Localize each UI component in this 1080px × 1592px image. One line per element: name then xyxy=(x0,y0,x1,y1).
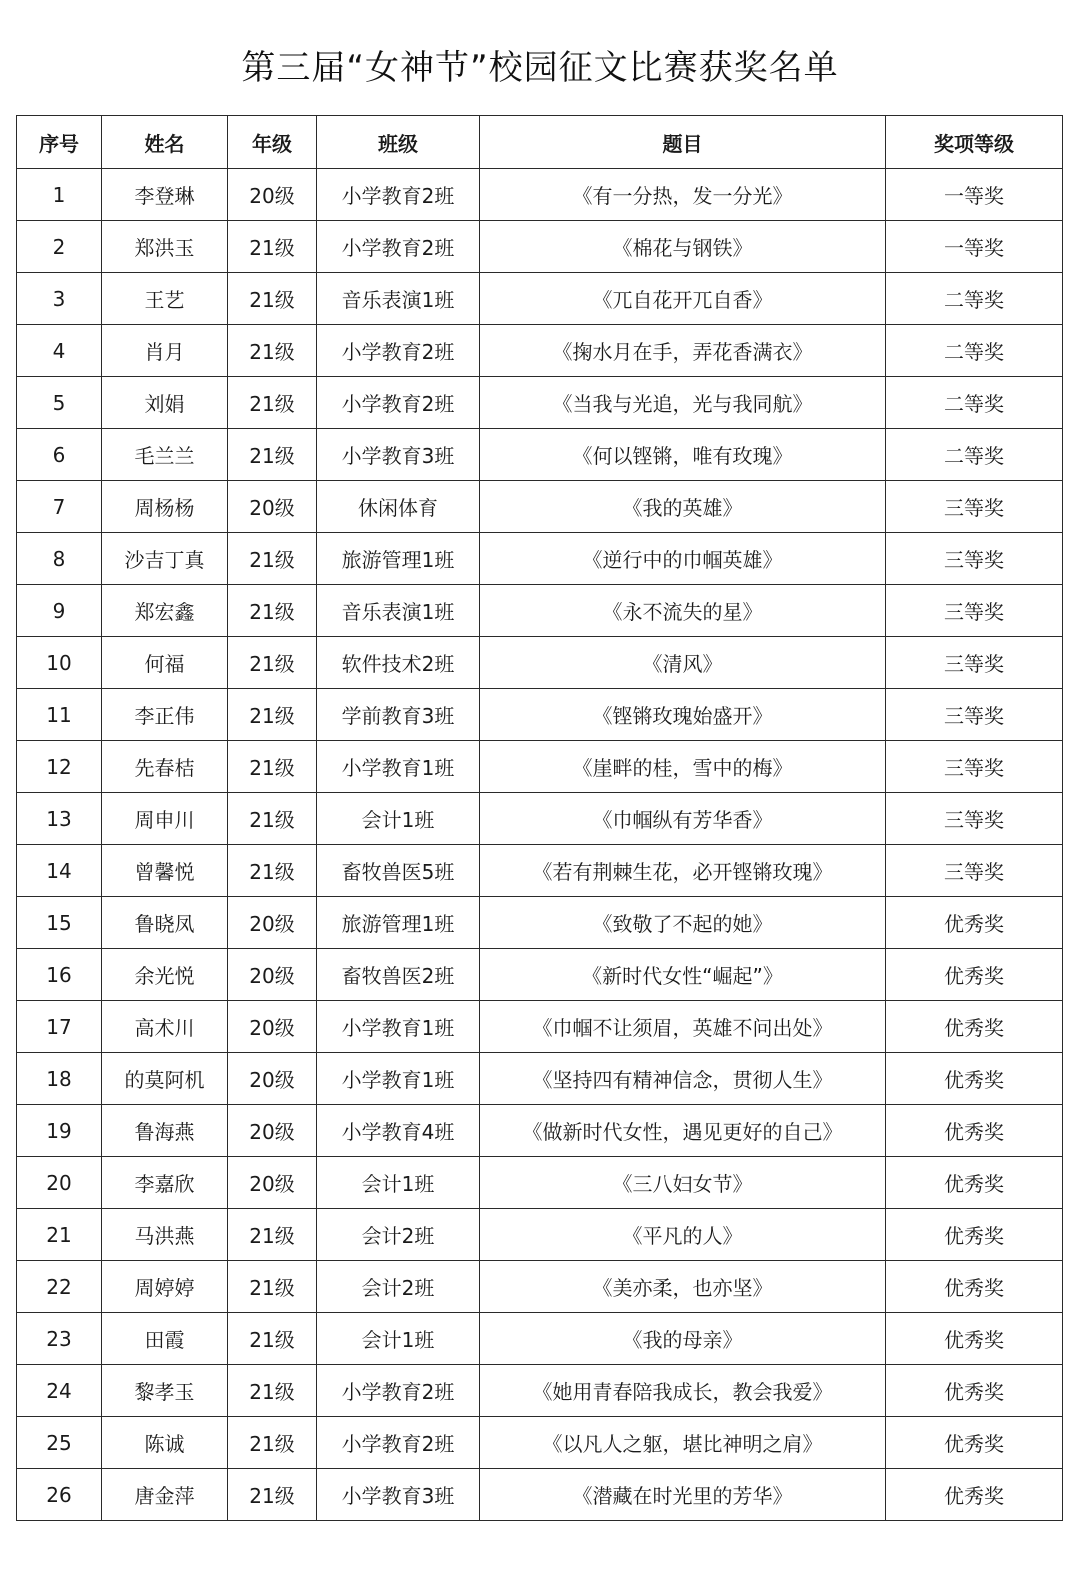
cell-class: 小学教育2班 xyxy=(317,377,480,429)
cell-essay-title: 《平凡的人》 xyxy=(480,1209,886,1261)
cell-award-level: 优秀奖 xyxy=(886,897,1063,949)
cell-class: 小学教育1班 xyxy=(317,1001,480,1053)
cell-award-level: 优秀奖 xyxy=(886,1261,1063,1313)
cell-grade: 21级 xyxy=(228,637,317,689)
cell-name: 余光悦 xyxy=(102,949,228,1001)
cell-name: 李正伟 xyxy=(102,689,228,741)
cell-essay-title: 《潜藏在时光里的芳华》 xyxy=(480,1469,886,1521)
cell-name: 郑洪玉 xyxy=(102,221,228,273)
cell-name: 周杨杨 xyxy=(102,481,228,533)
cell-essay-title: 《铿锵玫瑰始盛开》 xyxy=(480,689,886,741)
cell-award-level: 三等奖 xyxy=(886,585,1063,637)
cell-class: 小学教育2班 xyxy=(317,1365,480,1417)
cell-essay-title: 《她用青春陪我成长，教会我爱》 xyxy=(480,1365,886,1417)
cell-essay-title: 《巾帼纵有芳华香》 xyxy=(480,793,886,845)
header-grade: 年级 xyxy=(228,116,317,169)
header-award-level: 奖项等级 xyxy=(886,116,1063,169)
cell-award-level: 一等奖 xyxy=(886,169,1063,221)
cell-award-level: 优秀奖 xyxy=(886,1417,1063,1469)
cell-grade: 21级 xyxy=(228,793,317,845)
cell-award-level: 优秀奖 xyxy=(886,1313,1063,1365)
table-row xyxy=(17,273,1063,325)
cell-class: 会计2班 xyxy=(317,1209,480,1261)
cell-number: 25 xyxy=(17,1417,102,1469)
cell-essay-title: 《当我与光追，光与我同航》 xyxy=(480,377,886,429)
cell-grade: 21级 xyxy=(228,1469,317,1521)
cell-award-level: 二等奖 xyxy=(886,429,1063,481)
cell-class: 小学教育3班 xyxy=(317,429,480,481)
cell-class: 会计1班 xyxy=(317,1157,480,1209)
cell-name: 的莫阿机 xyxy=(102,1053,228,1105)
table-row xyxy=(17,585,1063,637)
table-row xyxy=(17,1001,1063,1053)
cell-grade: 21级 xyxy=(228,221,317,273)
cell-number: 22 xyxy=(17,1261,102,1313)
cell-essay-title: 《新时代女性“崛起”》 xyxy=(480,949,886,1001)
table-row xyxy=(17,1365,1063,1417)
cell-grade: 20级 xyxy=(228,897,317,949)
cell-grade: 20级 xyxy=(228,1157,317,1209)
cell-name: 毛兰兰 xyxy=(102,429,228,481)
cell-essay-title: 《致敬了不起的她》 xyxy=(480,897,886,949)
cell-number: 21 xyxy=(17,1209,102,1261)
cell-award-level: 二等奖 xyxy=(886,325,1063,377)
cell-award-level: 三等奖 xyxy=(886,793,1063,845)
table-row xyxy=(17,1053,1063,1105)
table-header-row xyxy=(17,116,1063,169)
cell-class: 会计1班 xyxy=(317,793,480,845)
cell-grade: 21级 xyxy=(228,1209,317,1261)
table-row xyxy=(17,377,1063,429)
cell-essay-title: 《逆行中的巾帼英雄》 xyxy=(480,533,886,585)
cell-essay-title: 《以凡人之躯，堪比神明之肩》 xyxy=(480,1417,886,1469)
cell-name: 鲁晓凤 xyxy=(102,897,228,949)
cell-grade: 21级 xyxy=(228,585,317,637)
table-row xyxy=(17,1469,1063,1521)
cell-number: 12 xyxy=(17,741,102,793)
table-row xyxy=(17,1313,1063,1365)
table-row xyxy=(17,325,1063,377)
cell-award-level: 三等奖 xyxy=(886,533,1063,585)
cell-name: 肖月 xyxy=(102,325,228,377)
cell-name: 郑宏鑫 xyxy=(102,585,228,637)
cell-grade: 21级 xyxy=(228,1365,317,1417)
cell-essay-title: 《崖畔的桂，雪中的梅》 xyxy=(480,741,886,793)
cell-grade: 20级 xyxy=(228,1053,317,1105)
table-row xyxy=(17,689,1063,741)
cell-essay-title: 《做新时代女性，遇见更好的自己》 xyxy=(480,1105,886,1157)
cell-class: 小学教育1班 xyxy=(317,741,480,793)
awards-table xyxy=(16,115,1063,1521)
cell-name: 陈诚 xyxy=(102,1417,228,1469)
cell-number: 19 xyxy=(17,1105,102,1157)
cell-number: 18 xyxy=(17,1053,102,1105)
cell-award-level: 优秀奖 xyxy=(886,1053,1063,1105)
cell-essay-title: 《有一分热，发一分光》 xyxy=(480,169,886,221)
cell-award-level: 优秀奖 xyxy=(886,1469,1063,1521)
cell-grade: 21级 xyxy=(228,1261,317,1313)
cell-class: 音乐表演1班 xyxy=(317,273,480,325)
cell-number: 8 xyxy=(17,533,102,585)
cell-grade: 20级 xyxy=(228,1001,317,1053)
cell-grade: 21级 xyxy=(228,1417,317,1469)
cell-name: 王艺 xyxy=(102,273,228,325)
table-row xyxy=(17,897,1063,949)
cell-award-level: 三等奖 xyxy=(886,741,1063,793)
table-row xyxy=(17,1157,1063,1209)
cell-number: 20 xyxy=(17,1157,102,1209)
cell-name: 马洪燕 xyxy=(102,1209,228,1261)
table-row xyxy=(17,1209,1063,1261)
cell-number: 6 xyxy=(17,429,102,481)
table-row xyxy=(17,429,1063,481)
cell-class: 音乐表演1班 xyxy=(317,585,480,637)
cell-award-level: 优秀奖 xyxy=(886,1157,1063,1209)
table-row xyxy=(17,221,1063,273)
cell-award-level: 优秀奖 xyxy=(886,949,1063,1001)
cell-name: 刘娟 xyxy=(102,377,228,429)
cell-award-level: 三等奖 xyxy=(886,845,1063,897)
cell-name: 周婷婷 xyxy=(102,1261,228,1313)
cell-number: 15 xyxy=(17,897,102,949)
cell-class: 会计1班 xyxy=(317,1313,480,1365)
cell-essay-title: 《三八妇女节》 xyxy=(480,1157,886,1209)
header-name: 姓名 xyxy=(102,116,228,169)
cell-award-level: 一等奖 xyxy=(886,221,1063,273)
cell-award-level: 三等奖 xyxy=(886,637,1063,689)
cell-grade: 20级 xyxy=(228,1105,317,1157)
cell-name: 先春桔 xyxy=(102,741,228,793)
cell-number: 26 xyxy=(17,1469,102,1521)
cell-essay-title: 《兀自花开兀自香》 xyxy=(480,273,886,325)
cell-class: 旅游管理1班 xyxy=(317,897,480,949)
cell-award-level: 优秀奖 xyxy=(886,1001,1063,1053)
table-row xyxy=(17,533,1063,585)
table-body xyxy=(17,169,1063,1521)
cell-essay-title: 《我的英雄》 xyxy=(480,481,886,533)
cell-class: 小学教育4班 xyxy=(317,1105,480,1157)
cell-class: 学前教育3班 xyxy=(317,689,480,741)
cell-grade: 21级 xyxy=(228,689,317,741)
header-essay-title: 题目 xyxy=(480,116,886,169)
cell-grade: 20级 xyxy=(228,169,317,221)
cell-grade: 21级 xyxy=(228,1313,317,1365)
cell-name: 唐金萍 xyxy=(102,1469,228,1521)
cell-name: 何福 xyxy=(102,637,228,689)
cell-grade: 21级 xyxy=(228,273,317,325)
cell-essay-title: 《美亦柔，也亦坚》 xyxy=(480,1261,886,1313)
table-row xyxy=(17,949,1063,1001)
cell-number: 17 xyxy=(17,1001,102,1053)
cell-grade: 21级 xyxy=(228,845,317,897)
cell-grade: 20级 xyxy=(228,949,317,1001)
cell-grade: 21级 xyxy=(228,325,317,377)
cell-award-level: 三等奖 xyxy=(886,689,1063,741)
cell-grade: 21级 xyxy=(228,741,317,793)
header-class: 班级 xyxy=(317,116,480,169)
table-row xyxy=(17,793,1063,845)
cell-essay-title: 《棉花与钢铁》 xyxy=(480,221,886,273)
cell-number: 23 xyxy=(17,1313,102,1365)
cell-name: 李登琳 xyxy=(102,169,228,221)
cell-essay-title: 《清风》 xyxy=(480,637,886,689)
cell-number: 11 xyxy=(17,689,102,741)
table-row xyxy=(17,1417,1063,1469)
cell-class: 小学教育2班 xyxy=(317,169,480,221)
cell-essay-title: 《巾帼不让须眉，英雄不问出处》 xyxy=(480,1001,886,1053)
cell-class: 小学教育2班 xyxy=(317,1417,480,1469)
cell-essay-title: 《何以铿锵，唯有玫瑰》 xyxy=(480,429,886,481)
cell-essay-title: 《掬水月在手，弄花香满衣》 xyxy=(480,325,886,377)
cell-grade: 21级 xyxy=(228,377,317,429)
cell-award-level: 二等奖 xyxy=(886,377,1063,429)
cell-name: 周申川 xyxy=(102,793,228,845)
cell-award-level: 优秀奖 xyxy=(886,1209,1063,1261)
cell-number: 4 xyxy=(17,325,102,377)
cell-class: 小学教育3班 xyxy=(317,1469,480,1521)
document-title: 第三届“女神节”校园征文比赛获奖名单 xyxy=(241,48,839,88)
cell-award-level: 二等奖 xyxy=(886,273,1063,325)
cell-class: 会计2班 xyxy=(317,1261,480,1313)
table-row xyxy=(17,845,1063,897)
cell-award-level: 三等奖 xyxy=(886,481,1063,533)
cell-class: 旅游管理1班 xyxy=(317,533,480,585)
cell-number: 16 xyxy=(17,949,102,1001)
table-row xyxy=(17,1105,1063,1157)
cell-essay-title: 《若有荆棘生花，必开铿锵玫瑰》 xyxy=(480,845,886,897)
table-row xyxy=(17,481,1063,533)
cell-class: 休闲体育 xyxy=(317,481,480,533)
cell-number: 3 xyxy=(17,273,102,325)
cell-award-level: 优秀奖 xyxy=(886,1105,1063,1157)
cell-name: 黎孝玉 xyxy=(102,1365,228,1417)
cell-number: 24 xyxy=(17,1365,102,1417)
cell-number: 5 xyxy=(17,377,102,429)
table-row xyxy=(17,637,1063,689)
cell-essay-title: 《我的母亲》 xyxy=(480,1313,886,1365)
cell-award-level: 优秀奖 xyxy=(886,1365,1063,1417)
cell-grade: 21级 xyxy=(228,533,317,585)
cell-essay-title: 《永不流失的星》 xyxy=(480,585,886,637)
cell-number: 7 xyxy=(17,481,102,533)
cell-class: 小学教育2班 xyxy=(317,221,480,273)
header-number: 序号 xyxy=(17,116,102,169)
cell-number: 2 xyxy=(17,221,102,273)
cell-number: 1 xyxy=(17,169,102,221)
table-row xyxy=(17,1261,1063,1313)
cell-number: 9 xyxy=(17,585,102,637)
cell-class: 畜牧兽医5班 xyxy=(317,845,480,897)
cell-name: 曾馨悦 xyxy=(102,845,228,897)
cell-name: 高术川 xyxy=(102,1001,228,1053)
table-row xyxy=(17,169,1063,221)
cell-class: 小学教育1班 xyxy=(317,1053,480,1105)
cell-name: 李嘉欣 xyxy=(102,1157,228,1209)
cell-grade: 20级 xyxy=(228,481,317,533)
table-row xyxy=(17,741,1063,793)
cell-number: 10 xyxy=(17,637,102,689)
cell-name: 鲁海燕 xyxy=(102,1105,228,1157)
cell-name: 沙吉丁真 xyxy=(102,533,228,585)
cell-number: 13 xyxy=(17,793,102,845)
cell-grade: 21级 xyxy=(228,429,317,481)
cell-class: 小学教育2班 xyxy=(317,325,480,377)
cell-name: 田霞 xyxy=(102,1313,228,1365)
cell-number: 14 xyxy=(17,845,102,897)
cell-essay-title: 《坚持四有精神信念，贯彻人生》 xyxy=(480,1053,886,1105)
cell-class: 畜牧兽医2班 xyxy=(317,949,480,1001)
cell-class: 软件技术2班 xyxy=(317,637,480,689)
